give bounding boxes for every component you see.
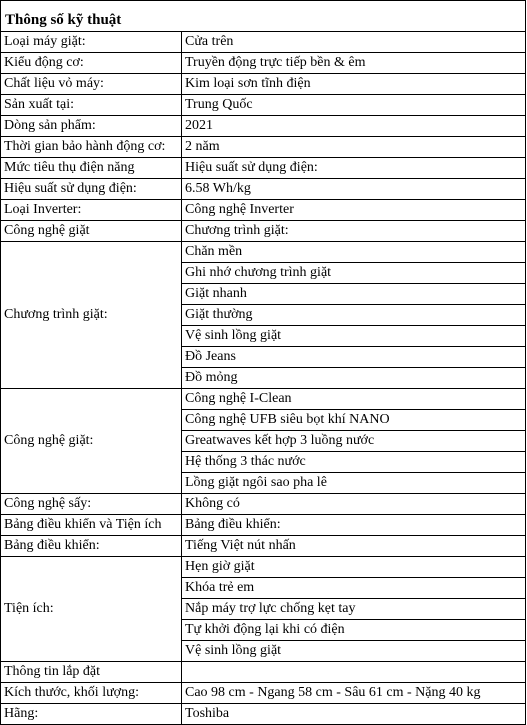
table-row	[1, 662, 526, 683]
spec-value: 2 năm	[182, 137, 526, 158]
utility-item: Nắp máy trợ lực chống kẹt tay	[182, 599, 526, 620]
spec-label: Mức tiêu thụ điện năng	[1, 158, 182, 179]
spec-value	[182, 662, 526, 683]
table-row	[1, 536, 526, 557]
spec-label: Thông tin lắp đặt	[1, 662, 182, 683]
table-row	[1, 53, 526, 74]
program-item: Chăn mền	[182, 242, 526, 263]
spec-label: Loại máy giặt:	[1, 32, 182, 53]
spec-label: Chất liệu vỏ máy:	[1, 74, 182, 95]
spec-value: Hiệu suất sử dụng điện:	[182, 158, 526, 179]
tech-item: Công nghệ UFB siêu bọt khí NANO	[182, 410, 526, 431]
spec-value: 2021	[182, 116, 526, 137]
spec-value: Tiếng Việt nút nhấn	[182, 536, 526, 557]
spec-label: Loại Inverter:	[1, 200, 182, 221]
table-row	[1, 32, 526, 53]
spec-label: Dòng sản phẩm:	[1, 116, 182, 137]
programs-label: Chương trình giặt:	[1, 242, 182, 389]
table-row	[1, 704, 526, 725]
table-row	[1, 200, 526, 221]
spec-value: Không có	[182, 494, 526, 515]
spec-title: Thông số kỹ thuật	[0, 0, 526, 31]
tech-item: Greatwaves kết hợp 3 luồng nước	[182, 431, 526, 452]
table-row	[1, 158, 526, 179]
spec-value: Toshiba	[182, 704, 526, 725]
spec-value: 6.58 Wh/kg	[182, 179, 526, 200]
tech-label: Công nghệ giặt:	[1, 389, 182, 494]
spec-table	[0, 31, 526, 725]
table-row	[1, 242, 526, 263]
tech-item: Công nghệ I-Clean	[182, 389, 526, 410]
spec-label: Công nghệ giặt	[1, 221, 182, 242]
program-item: Ghi nhớ chương trình giặt	[182, 263, 526, 284]
spec-value: Công nghệ Inverter	[182, 200, 526, 221]
table-row	[1, 179, 526, 200]
spec-label: Thời gian bảo hành động cơ:	[1, 137, 182, 158]
program-item: Giặt nhanh	[182, 284, 526, 305]
tech-item: Hệ thống 3 thác nước	[182, 452, 526, 473]
table-row	[1, 221, 526, 242]
spec-value: Chương trình giặt:	[182, 221, 526, 242]
spec-label: Bảng điều khiển:	[1, 536, 182, 557]
program-item: Đồ Jeans	[182, 347, 526, 368]
spec-value: Truyền động trực tiếp bền & êm	[182, 53, 526, 74]
spec-value: Kim loại sơn tĩnh điện	[182, 74, 526, 95]
program-item: Giặt thường	[182, 305, 526, 326]
table-row	[1, 557, 526, 578]
table-row	[1, 389, 526, 410]
spec-label: Công nghệ sấy:	[1, 494, 182, 515]
spec-label: Kích thước, khối lượng:	[1, 683, 182, 704]
table-row	[1, 683, 526, 704]
utility-item: Tự khởi động lại khi có điện	[182, 620, 526, 641]
table-row	[1, 137, 526, 158]
spec-label: Kiểu động cơ:	[1, 53, 182, 74]
utility-item: Hẹn giờ giặt	[182, 557, 526, 578]
program-item: Vệ sinh lồng giặt	[182, 326, 526, 347]
program-item: Đồ mỏng	[182, 368, 526, 389]
table-row	[1, 95, 526, 116]
spec-value: Bảng điều khiển:	[182, 515, 526, 536]
utilities-label: Tiện ích:	[1, 557, 182, 662]
table-row	[1, 74, 526, 95]
table-row	[1, 116, 526, 137]
spec-label: Hãng:	[1, 704, 182, 725]
utility-item: Vệ sinh lồng giặt	[182, 641, 526, 662]
table-row	[1, 515, 526, 536]
spec-value: Cửa trên	[182, 32, 526, 53]
spec-value: Cao 98 cm - Ngang 58 cm - Sâu 61 cm - Nặng 40 kg	[182, 683, 526, 704]
table-row	[1, 494, 526, 515]
tech-item: Lồng giặt ngôi sao pha lê	[182, 473, 526, 494]
utility-item: Khóa trẻ em	[182, 578, 526, 599]
spec-label: Sản xuất tại:	[1, 95, 182, 116]
spec-label: Bảng điều khiển và Tiện ích	[1, 515, 182, 536]
spec-value: Trung Quốc	[182, 95, 526, 116]
spec-label: Hiệu suất sử dụng điện:	[1, 179, 182, 200]
